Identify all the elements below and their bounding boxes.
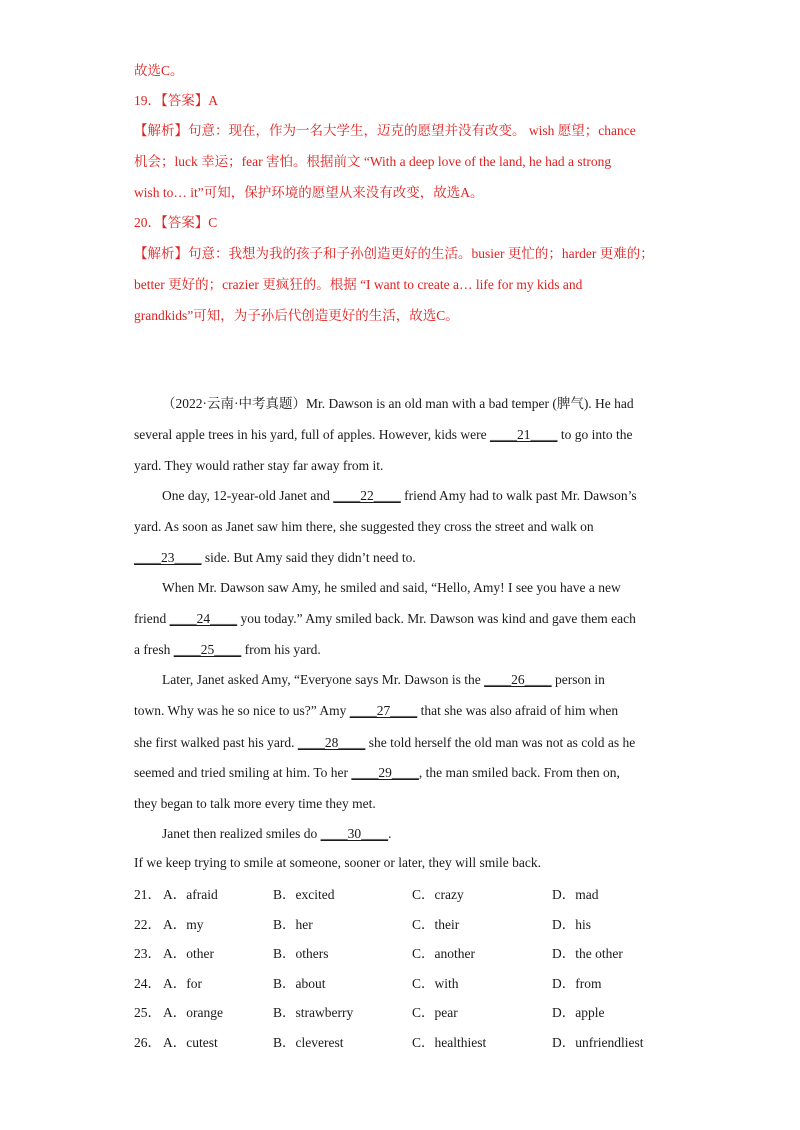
answer-18-conclusion: 故选C。 bbox=[134, 63, 184, 78]
question-24-options bbox=[134, 972, 694, 990]
passage-text: side. But Amy said they didn’t need to. bbox=[201, 550, 416, 565]
option-a: A．afraid bbox=[163, 887, 218, 902]
blank-22: ____22____ bbox=[333, 488, 401, 503]
option-c: C．their bbox=[412, 917, 460, 932]
passage-p2-line-1 bbox=[162, 487, 637, 505]
blank-23: ____23____ bbox=[134, 550, 202, 565]
passage-p4-line-2 bbox=[134, 702, 618, 720]
question-number: 25． bbox=[134, 1005, 161, 1020]
option-d: D．his bbox=[552, 917, 592, 932]
blank-28: ____28____ bbox=[297, 735, 366, 750]
option-d: D．the other bbox=[552, 946, 623, 961]
question-22-options bbox=[134, 913, 694, 931]
passage-p4-line-3 bbox=[134, 734, 635, 752]
option-b: B．her bbox=[273, 917, 313, 932]
passage-p1-line-2 bbox=[134, 426, 632, 444]
passage-text: to go into the bbox=[557, 427, 633, 442]
blank-30: ____30____ bbox=[320, 826, 389, 841]
blank-29: ____29____ bbox=[351, 765, 419, 780]
option-c: C．crazy bbox=[412, 887, 464, 902]
passage-text: town. Why was he so nice to us?” Amy bbox=[134, 703, 350, 718]
answer-20-analysis-line-2: better 更好的；crazier 更疯狂的。根据 “I want to create a… life for my kids and bbox=[134, 277, 583, 292]
question-21-options bbox=[134, 883, 694, 901]
passage-p1-line-3: yard. They would rather stay far away from it. bbox=[134, 458, 384, 473]
question-23-options bbox=[134, 942, 694, 960]
passage-text: friend Amy had to walk past Mr. Dawson’s bbox=[400, 488, 637, 503]
option-d: D．from bbox=[552, 976, 602, 991]
question-number: 21． bbox=[134, 887, 161, 902]
question-number: 24． bbox=[134, 976, 161, 991]
answer-19-heading: 19．【答案】A bbox=[134, 93, 218, 108]
passage-text: Later, Janet asked Amy, “Everyone says Mr. Dawson is the bbox=[162, 672, 485, 687]
question-number: 23． bbox=[134, 946, 161, 961]
passage-text: person in bbox=[551, 672, 605, 687]
passage-p3-line-3 bbox=[134, 641, 321, 659]
answer-19-analysis-line-3: wish to… it”可知，保护环境的愿望从来没有改变，故选A。 bbox=[134, 185, 484, 200]
passage-text: she told herself the old man was not as cold as he bbox=[365, 735, 636, 750]
passage-p4-line-4 bbox=[134, 764, 620, 782]
option-c: C．pear bbox=[412, 1005, 458, 1020]
answer-19-analysis-line-2: 机会；luck 幸运；fear 害怕。根据前文 “With a deep love of the land, he had a strong bbox=[134, 154, 612, 169]
option-a: A．cutest bbox=[163, 1035, 218, 1050]
passage-text: you today.” Amy smiled back. Mr. Dawson was kind and gave them each bbox=[237, 611, 636, 626]
option-d: D．apple bbox=[552, 1005, 605, 1020]
passage-p3-line-2 bbox=[134, 610, 636, 628]
question-25-options bbox=[134, 1001, 694, 1019]
blank-24: ____24____ bbox=[169, 611, 238, 626]
passage-text: Janet then realized smiles do bbox=[162, 826, 321, 841]
option-a: A．orange bbox=[163, 1005, 223, 1020]
question-number: 26． bbox=[134, 1035, 161, 1050]
answer-20-analysis-line-3: grandkids”可知，为子孙后代创造更好的生活，故选C。 bbox=[134, 308, 459, 323]
passage-p3-line-1: When Mr. Dawson saw Amy, he smiled and said, “Hello, Amy! I see you have a new bbox=[162, 580, 621, 595]
option-b: B．others bbox=[273, 946, 329, 961]
blank-27: ____27____ bbox=[349, 703, 418, 718]
passage-text: . bbox=[388, 826, 392, 841]
passage-text: a fresh bbox=[134, 642, 174, 657]
option-c: C．with bbox=[412, 976, 459, 991]
passage-text: that she was also afraid of him when bbox=[417, 703, 619, 718]
passage-text: from his yard. bbox=[241, 642, 321, 657]
passage-text: she first walked past his yard. bbox=[134, 735, 298, 750]
passage-text: several apple trees in his yard, full of apples. However, kids were bbox=[134, 427, 490, 442]
passage-p5-line-1 bbox=[162, 825, 391, 843]
question-26-options bbox=[134, 1031, 694, 1049]
option-c: C．another bbox=[412, 946, 475, 961]
passage-text: seemed and tried smiling at him. To her bbox=[134, 765, 352, 780]
option-d: D．mad bbox=[552, 887, 599, 902]
passage-p2-line-3 bbox=[134, 549, 416, 567]
blank-26: ____26____ bbox=[484, 672, 552, 687]
passage-p4-line-1 bbox=[162, 671, 605, 689]
option-a: A．my bbox=[163, 917, 204, 932]
question-number: 22． bbox=[134, 917, 161, 932]
option-a: A．other bbox=[163, 946, 214, 961]
option-b: B．excited bbox=[273, 887, 335, 902]
passage-p1-line-1: （2022·云南·中考真题）Mr. Dawson is an old man with a bad temper (脾气). He had bbox=[162, 396, 634, 411]
option-b: B．cleverest bbox=[273, 1035, 344, 1050]
option-a: A．for bbox=[163, 976, 202, 991]
passage-p4-line-5: they began to talk more every time they met. bbox=[134, 796, 376, 811]
answer-19-analysis-line-1: 【解析】句意：现在，作为一名大学生，迈克的愿望并没有改变。 wish 愿望；chance bbox=[134, 123, 636, 138]
passage-p2-line-2: yard. As soon as Janet saw him there, she suggested they cross the street and walk on bbox=[134, 519, 594, 534]
passage-text: friend bbox=[134, 611, 170, 626]
passage-p5-line-2: If we keep trying to smile at someone, sooner or later, they will smile back. bbox=[134, 855, 541, 870]
passage-text: One day, 12-year-old Janet and bbox=[162, 488, 334, 503]
option-c: C．healthiest bbox=[412, 1035, 487, 1050]
blank-21: ____21____ bbox=[489, 427, 558, 442]
answer-20-heading: 20．【答案】C bbox=[134, 215, 218, 230]
option-b: B．about bbox=[273, 976, 326, 991]
passage-text: , the man smiled back. From then on, bbox=[418, 765, 620, 780]
option-d: D．unfriendliest bbox=[552, 1035, 644, 1050]
option-b: B．strawberry bbox=[273, 1005, 354, 1020]
answer-20-analysis-line-1: 【解析】句意：我想为我的孩子和子孙创造更好的生活。busier 更忙的；harder 更难的； bbox=[134, 246, 654, 261]
blank-25: ____25____ bbox=[173, 642, 242, 657]
